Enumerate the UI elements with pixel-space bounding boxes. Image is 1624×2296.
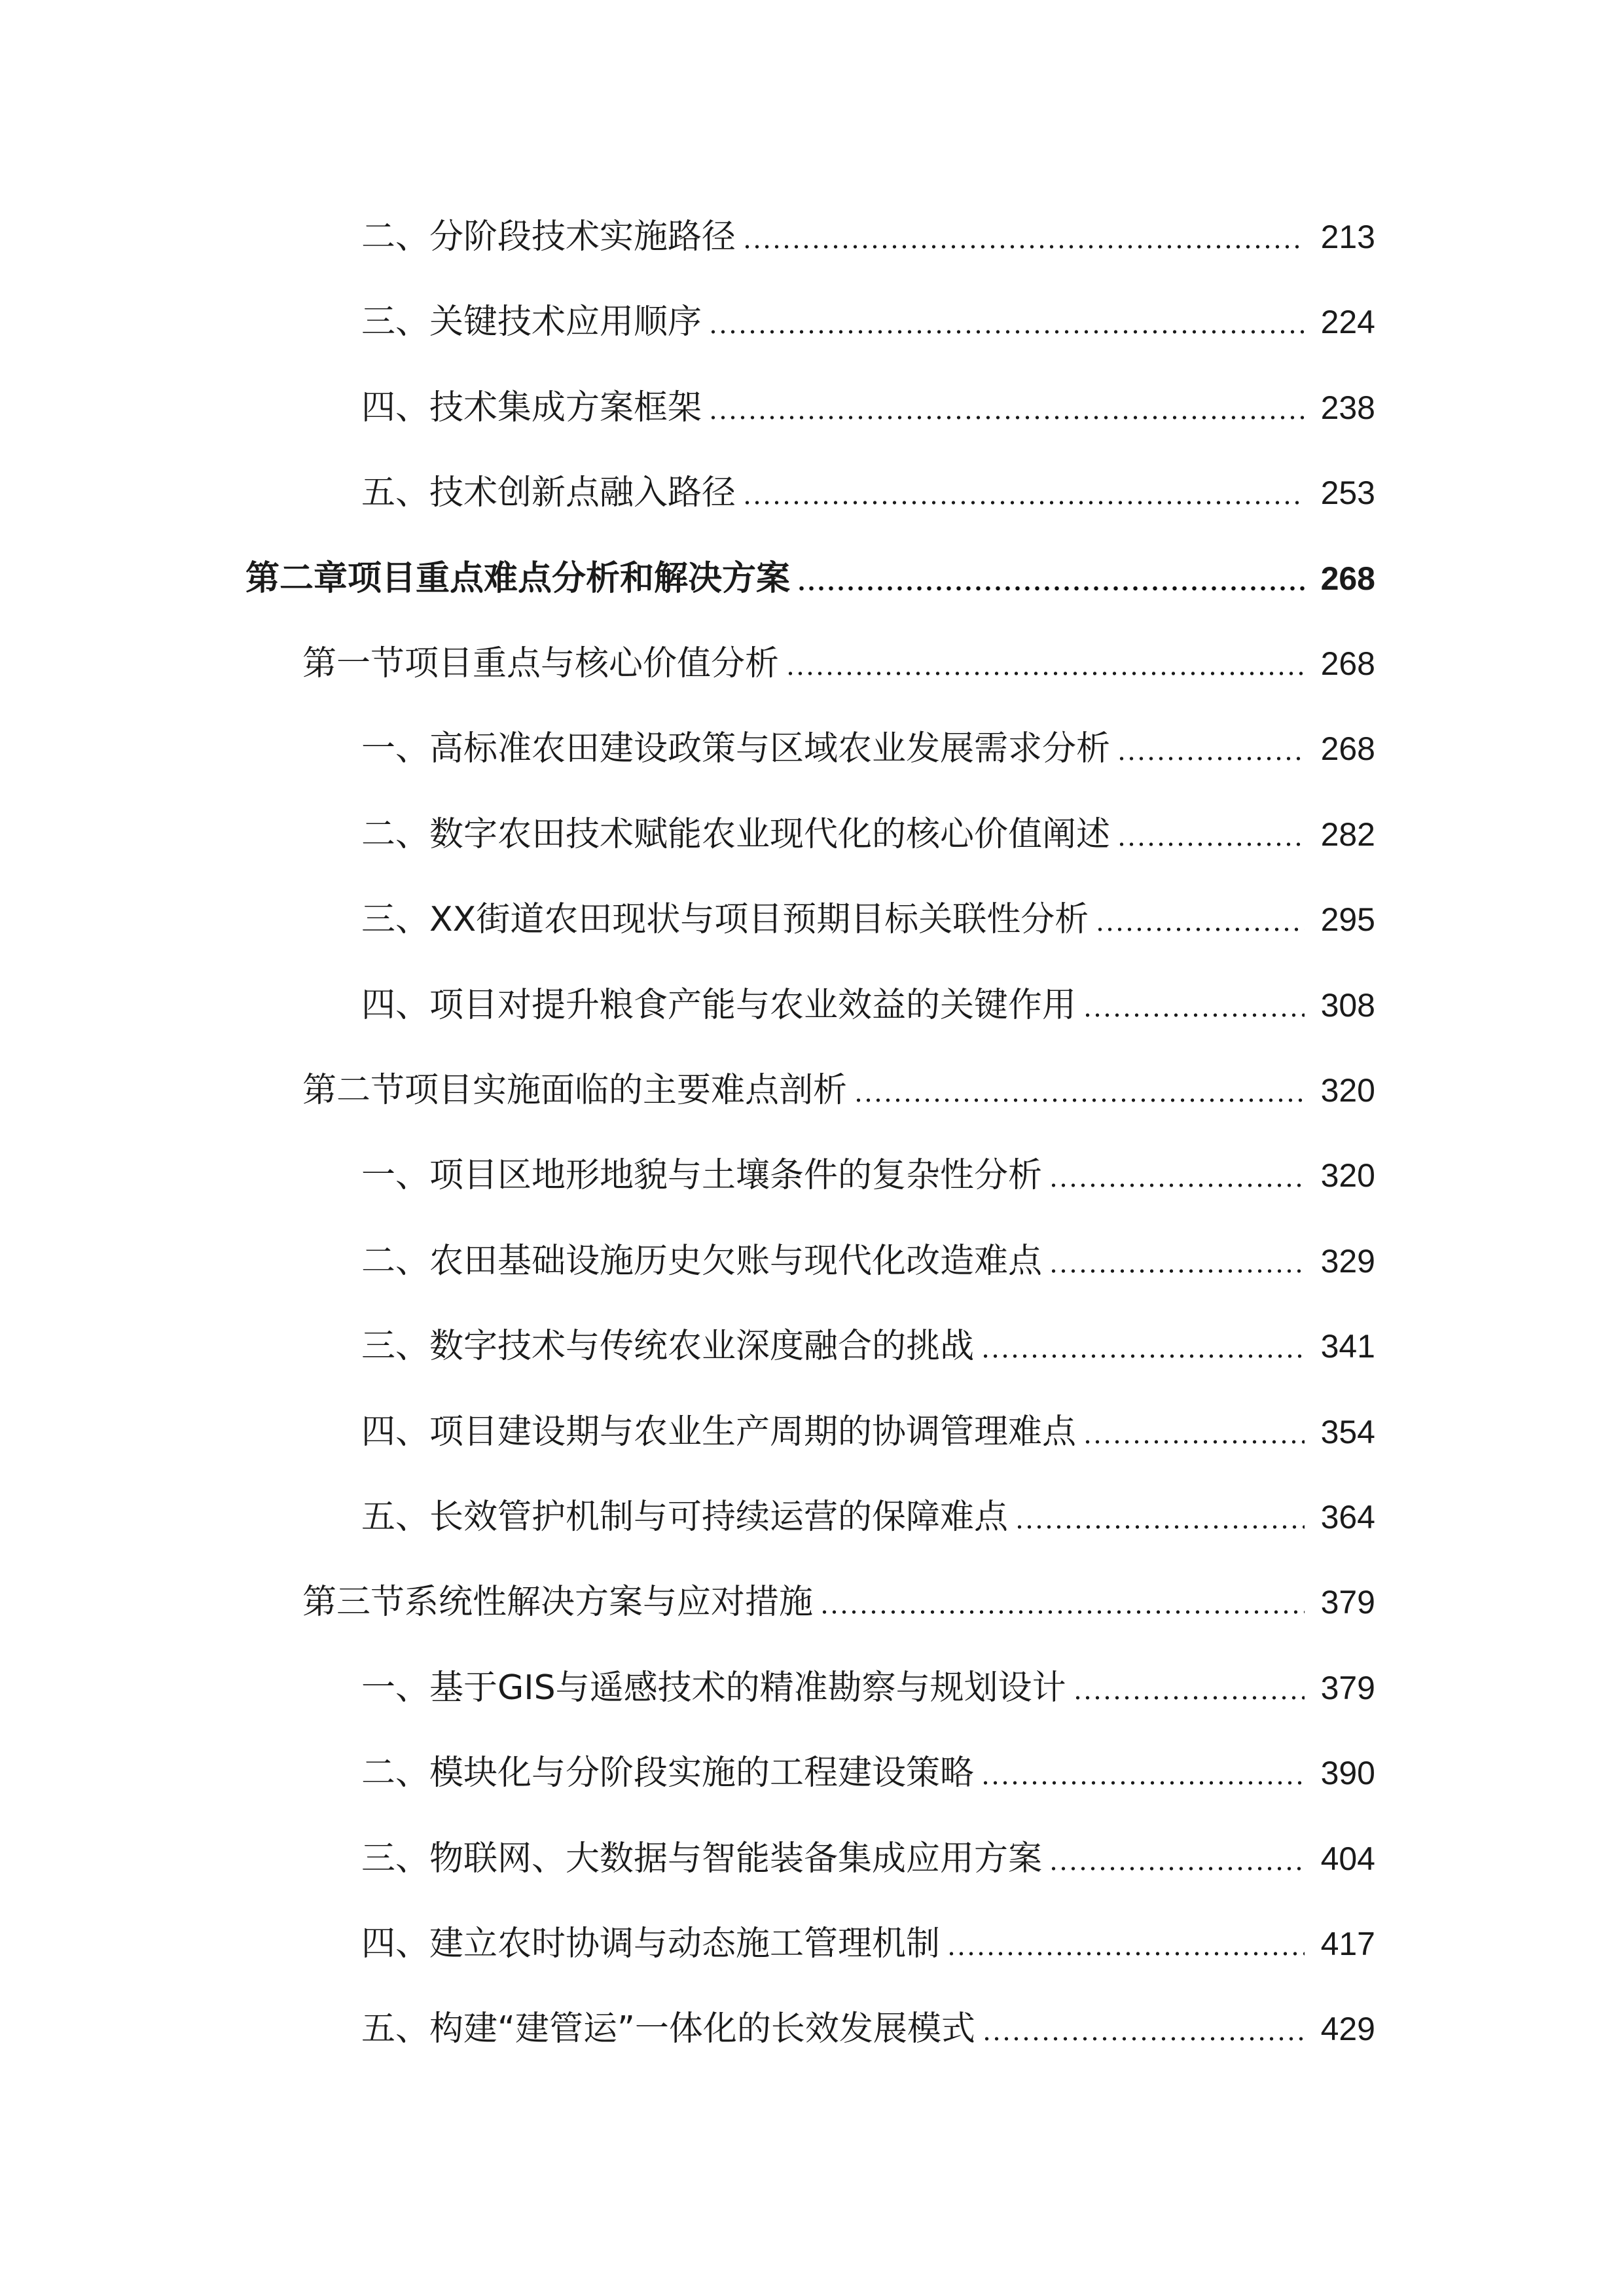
toc-entry-title: 三、物联网、大数据与智能装备集成应用方案 — [361, 1839, 1043, 1878]
toc-entry-item[interactable] — [361, 893, 1375, 946]
toc-entry-title: 二、农田基础设施历史欠账与现代化改造难点 — [361, 1241, 1043, 1281]
toc-entry-item[interactable] — [361, 723, 1375, 775]
toc-page-number: 364 — [1320, 1499, 1375, 1535]
toc-page-number: 268 — [1320, 645, 1375, 682]
toc-page-number: 282 — [1320, 816, 1375, 853]
toc-entry-title: 第二章项目重点难点分析和解决方案 — [245, 558, 791, 598]
toc-entry-title: 二、模块化与分阶段实施的工程建设策略 — [361, 1753, 975, 1793]
toc-page-number: 213 — [1320, 219, 1375, 255]
toc-page-number: 320 — [1320, 1072, 1375, 1109]
toc-entry-item[interactable] — [361, 1406, 1375, 1458]
toc-entry-title: 五、长效管护机制与可持续运营的保障难点 — [361, 1498, 1009, 1537]
toc-page-number: 341 — [1320, 1328, 1375, 1365]
toc-entry-item[interactable] — [361, 1235, 1375, 1287]
toc-entry-title: 三、关键技术应用顺序 — [361, 302, 702, 342]
toc-entry-item[interactable] — [361, 1320, 1375, 1372]
toc-entry-title: 四、建立农时协调与动态施工管理机制 — [361, 1924, 941, 1964]
toc-dot-leader — [1049, 1181, 1305, 1190]
toc-entry-title: 第一节项目重点与核心价值分析 — [302, 644, 780, 683]
toc-page-number: 295 — [1320, 901, 1375, 939]
toc-entry-title: 一、项目区地形地貌与土壤条件的复杂性分析 — [361, 1156, 1043, 1196]
toc-entry-item[interactable] — [361, 467, 1375, 519]
toc-dot-leader — [785, 669, 1305, 678]
toc-entry-title: 二、分阶段技术实施路径 — [361, 217, 736, 257]
toc-page-number: 417 — [1320, 1926, 1375, 1962]
toc-page-number: 429 — [1320, 2011, 1375, 2048]
toc-entry-title: 五、构建“建管运”一体化的长效发展模式 — [361, 2009, 975, 2049]
toc-entry-item[interactable] — [361, 1833, 1375, 1885]
toc-dot-leader — [742, 242, 1305, 251]
toc-entry-title: 三、数字技术与传统农业深度融合的挑战 — [361, 1327, 975, 1367]
toc-page-number: 253 — [1320, 475, 1375, 512]
toc-entry-item[interactable] — [361, 1662, 1375, 1714]
toc-page-number: 268 — [1320, 560, 1375, 597]
toc-dot-leader — [981, 1352, 1305, 1361]
toc-entry-title: 一、基于GIS与遥感技术的精准勘察与规划设计 — [361, 1668, 1066, 1708]
toc-page-number: 320 — [1320, 1157, 1375, 1194]
toc-page-number: 329 — [1320, 1242, 1375, 1280]
toc-entry-title: 四、项目建设期与农业生产周期的协调管理难点 — [361, 1412, 1077, 1452]
toc-entry-title: 第二节项目实施面临的主要难点剖析 — [302, 1071, 848, 1110]
toc-entry-item[interactable] — [361, 211, 1375, 263]
toc-entry-title: 第三节系统性解决方案与应对措施 — [302, 1583, 814, 1623]
toc-entry-item[interactable] — [361, 1918, 1375, 1970]
toc-dot-leader — [1095, 925, 1305, 934]
toc-dot-leader — [742, 498, 1305, 507]
toc-page-number: 224 — [1320, 304, 1375, 341]
toc-entry-item[interactable] — [361, 1149, 1375, 1202]
toc-entry-section[interactable] — [302, 637, 1375, 690]
toc-dot-leader — [982, 2034, 1305, 2043]
toc-dot-leader — [1049, 1266, 1305, 1276]
toc-dot-leader — [1117, 754, 1305, 763]
toc-entry-item[interactable] — [361, 979, 1375, 1031]
toc-dot-leader — [947, 1949, 1305, 1958]
toc-entry-section[interactable] — [302, 1576, 1375, 1628]
toc-entry-item[interactable] — [361, 2003, 1375, 2055]
toc-dot-leader — [1083, 1011, 1305, 1020]
toc-page-number: 268 — [1320, 730, 1375, 768]
toc-dot-leader — [708, 327, 1305, 336]
toc-entry-section[interactable] — [302, 1064, 1375, 1117]
toc-page-number: 390 — [1320, 1755, 1375, 1792]
toc-entry-title: 四、技术集成方案框架 — [361, 387, 702, 427]
toc-entry-title: 五、技术创新点融入路径 — [361, 473, 736, 513]
toc-dot-leader — [820, 1607, 1305, 1617]
toc-entry-item[interactable] — [361, 1747, 1375, 1799]
toc-page-number: 238 — [1320, 389, 1375, 426]
toc-page-number: 404 — [1320, 1840, 1375, 1877]
toc-entry-item[interactable] — [361, 382, 1375, 434]
toc-dot-leader — [1049, 1864, 1305, 1873]
toc-dot-leader — [854, 1096, 1305, 1105]
toc-page-number: 379 — [1320, 1669, 1375, 1706]
toc-entry-title: 一、高标准农田建设政策与区域农业发展需求分析 — [361, 729, 1111, 769]
toc-entry-title: 二、数字农田技术赋能农业现代化的核心价值阐述 — [361, 814, 1111, 854]
toc-entry-item[interactable] — [361, 808, 1375, 861]
toc-dot-leader — [1083, 1437, 1305, 1446]
toc-page-number: 308 — [1320, 986, 1375, 1024]
toc-entry-item[interactable] — [361, 1491, 1375, 1543]
toc-entry-title: 三、XX街道农田现状与项目预期目标关联性分析 — [361, 900, 1089, 940]
toc-dot-leader — [1117, 840, 1305, 849]
toc-dot-leader — [797, 584, 1305, 593]
toc-entry-item[interactable] — [361, 296, 1375, 348]
toc-page-number: 354 — [1320, 1413, 1375, 1450]
toc-dot-leader — [1073, 1693, 1305, 1702]
toc-entry-title: 四、项目对提升粮食产能与农业效益的关键作用 — [361, 985, 1077, 1025]
toc-dot-leader — [708, 413, 1305, 422]
toc-dot-leader — [981, 1778, 1305, 1787]
toc-entry-chapter[interactable] — [245, 552, 1375, 605]
toc-dot-leader — [1015, 1522, 1305, 1532]
toc-page-number: 379 — [1320, 1584, 1375, 1621]
